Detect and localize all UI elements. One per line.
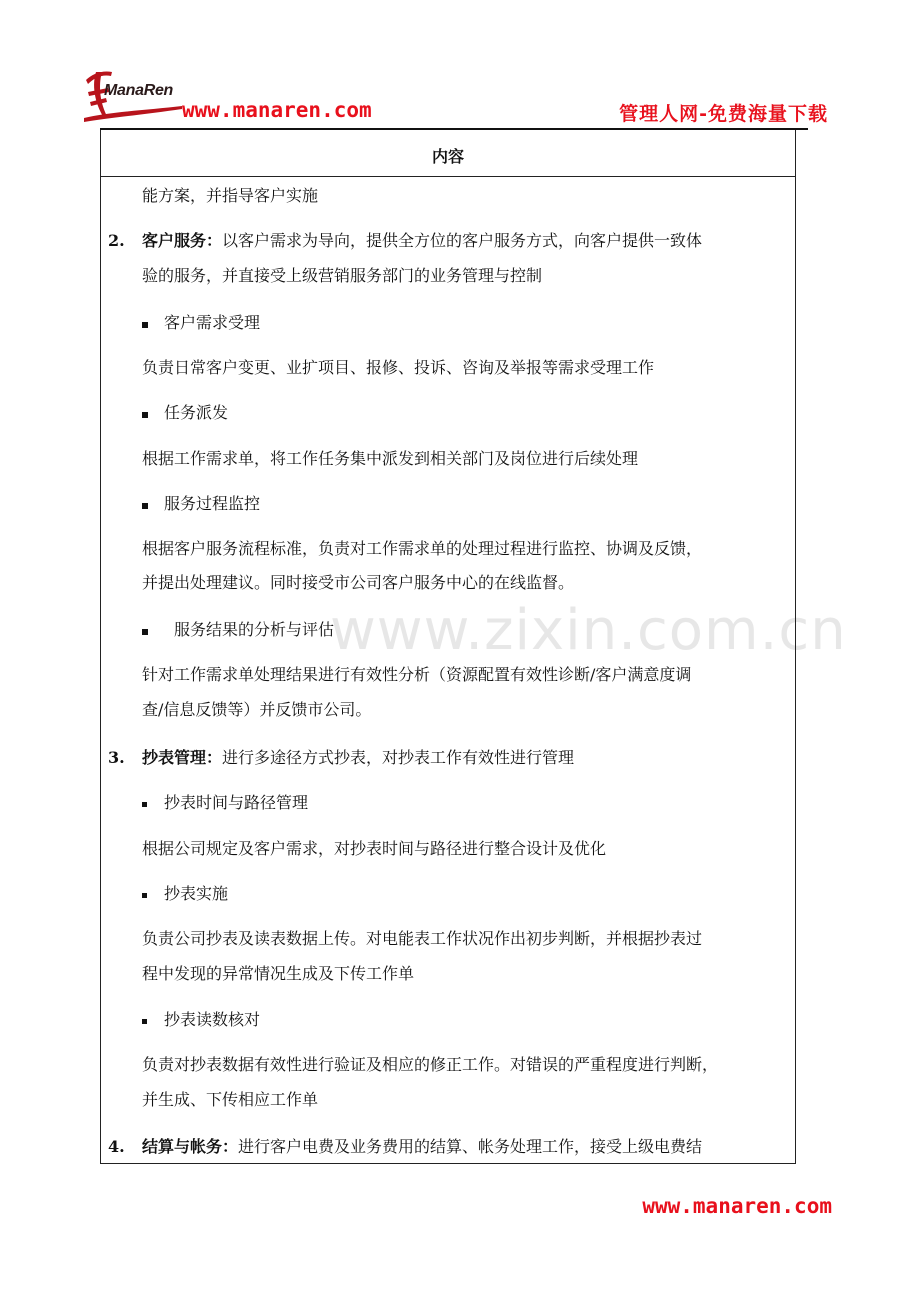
watermark-text: www.zixin.com.cn	[330, 598, 847, 663]
section-4-title: 结算与帐务：	[142, 1137, 239, 1156]
bullet-label: 客户需求受理	[164, 313, 261, 332]
section-number-3: 3.	[108, 748, 125, 767]
bullet-square-icon	[142, 1019, 147, 1024]
bullet-label: 抄表实施	[164, 884, 229, 903]
bullet-label: 服务结果的分析与评估	[174, 620, 335, 639]
bullet-desc: 负责对抄表数据有效性进行验证及相应的修正工作。对错误的严重程度进行判断，	[142, 1055, 719, 1074]
bullet-square-icon	[142, 629, 148, 635]
bullet-desc: 针对工作需求单处理结果进行有效性分析（资源配置有效性诊断/客户满意度调	[142, 665, 692, 684]
intro-line: 能方案，并指导客户实施	[142, 186, 319, 205]
bullet-desc: 并提出处理建议。同时接受市公司客户服务中心的在线监督。	[142, 573, 575, 592]
column-header: 内容	[101, 130, 795, 177]
bullet-label: 抄表时间与路径管理	[164, 793, 309, 812]
bullet-square-icon	[142, 503, 148, 509]
section-number-4: 4.	[108, 1137, 125, 1156]
bullet-desc: 根据公司规定及客户需求，对抄表时间与路径进行整合设计及优化	[142, 839, 607, 858]
bullet-desc: 并生成、下传相应工作单	[142, 1090, 319, 1109]
section-2-line-1	[142, 229, 702, 253]
section-4-line-1	[142, 1135, 702, 1159]
section-number-2: 2.	[108, 231, 125, 250]
section-2-text: 以客户需求为导向，提供全方位的客户服务方式，向客户提供一致体	[222, 231, 703, 250]
section-2-line-2: 验的服务，并直接受上级营销服务部门的业务管理与控制	[142, 266, 543, 285]
bullet-desc: 根据客户服务流程标准，负责对工作需求单的处理过程进行监控、协调及反馈，	[142, 539, 703, 558]
bullet-square-icon	[142, 893, 147, 898]
bullet-label: 抄表读数核对	[164, 1010, 261, 1029]
logo-wordmark: ManaRen	[104, 82, 174, 99]
bullet-square-icon	[142, 412, 148, 418]
section-4-text: 进行客户电费及业务费用的结算、帐务处理工作，接受上级电费结	[238, 1137, 703, 1156]
header-site-url[interactable]: www.manaren.com	[182, 98, 372, 122]
bullet-square-icon	[142, 802, 147, 807]
bullet-desc: 程中发现的异常情况生成及下传工作单	[142, 964, 415, 983]
bullet-desc: 负责公司抄表及读表数据上传。对电能表工作状况作出初步判断，并根据抄表过	[142, 929, 703, 948]
section-3-title: 抄表管理：	[142, 748, 223, 767]
bullet-label: 任务派发	[164, 403, 229, 422]
section-2-title: 客户服务：	[142, 231, 223, 250]
header-slogan: 管理人网-免费海量下载	[619, 103, 828, 125]
bullet-desc: 根据工作需求单，将工作任务集中派发到相关部门及岗位进行后续处理	[142, 449, 639, 468]
page-header	[0, 0, 920, 135]
content-table	[100, 130, 796, 1164]
bullet-desc: 负责日常客户变更、业扩项目、报修、投诉、咨询及举报等需求受理工作	[142, 358, 655, 377]
bullet-label: 服务过程监控	[164, 494, 261, 513]
section-3-text: 进行多途径方式抄表，对抄表工作有效性进行管理	[222, 748, 575, 767]
bullet-square-icon	[142, 322, 148, 328]
bullet-desc: 查/信息反馈等）并反馈市公司。	[142, 700, 372, 719]
footer-site-url[interactable]: www.manaren.com	[642, 1194, 832, 1218]
section-3-line-1	[142, 746, 574, 770]
